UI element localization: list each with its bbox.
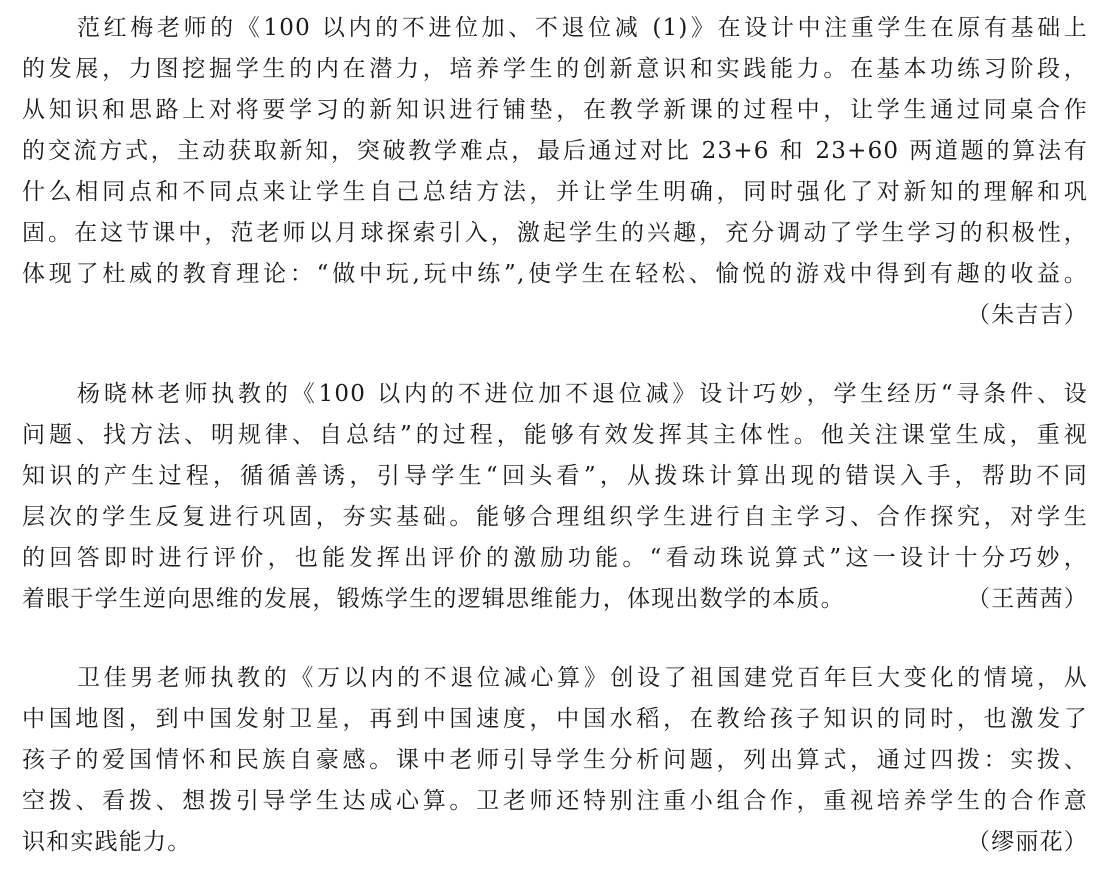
paragraph-last-line xyxy=(22,822,1088,863)
paragraph-line: 中国地图，到中国发射卫星，再到中国速度，中国水稻，在教给孩子知识的同时，也激发了 xyxy=(22,706,1088,732)
author-signature: （朱吉吉） xyxy=(967,302,1088,328)
author-signature: （王茜茜） xyxy=(967,586,1088,612)
paragraph-line: 卫佳男老师执教的《万以内的不退位减心算》创设了祖国建党百年巨大变化的情境，从 xyxy=(77,665,1088,691)
comment-wang-xixi xyxy=(22,374,1088,620)
author-signature: （缪丽花） xyxy=(967,829,1088,855)
paragraph-line: 知识的产生过程，循循善诱，引导学生“回头看”，从拨珠计算出现的错误入手，帮助不同 xyxy=(22,463,1088,489)
comment-miao-lihua xyxy=(22,658,1088,863)
paragraph-line: 什么相同点和不同点来让学生自己总结方法，并让学生明确，同时强化了对新知的理解和巩 xyxy=(22,179,1088,205)
paragraph-line: 层次的学生反复进行巩固，夯实基础。能够合理组织学生进行自主学习、合作探究，对学生 xyxy=(22,504,1088,530)
paragraph-line: 固。在这节课中，范老师以月球探索引入，激起学生的兴趣，充分调动了学生学习的积极性， xyxy=(22,220,1088,246)
paragraph-line: 着眼于学生逆向思维的发展，锻炼学生的逻辑思维能力，体现出数学的本质。 xyxy=(22,586,845,612)
paragraph-line: 的交流方式，主动获取新知，突破教学难点，最后通过对比 23+6 和 23+60 两道题的算法有 xyxy=(22,138,1088,164)
paragraph-line: 空拨、看拨、想拨引导学生达成心算。卫老师还特别注重小组合作，重视培养学生的合作意 xyxy=(22,788,1088,814)
document-page xyxy=(22,8,1088,863)
paragraph-line: 孩子的爱国情怀和民族自豪感。课中老师引导学生分析问题，列出算式，通过四拨：实拨、 xyxy=(22,747,1088,773)
paragraph-line: 的发展，力图挖掘学生的内在潜力，培养学生的创新意识和实践能力。在基本功练习阶段， xyxy=(22,56,1088,82)
paragraph-line: 从知识和思路上对将要学习的新知识进行铺垫，在教学新课的过程中，让学生通过同桌合作 xyxy=(22,97,1088,123)
paragraph-line: 问题、找方法、明规律、自总结”的过程，能够有效发挥其主体性。他关注课堂生成，重视 xyxy=(22,422,1088,448)
paragraph-line: 的回答即时进行评价，也能发挥出评价的激励功能。“看动珠说算式”这一设计十分巧妙， xyxy=(22,545,1088,571)
paragraph-line: 体现了杜威的教育理论：“做中玩,玩中练”,使学生在轻松、愉悦的游戏中得到有趣的收益。 xyxy=(22,261,1088,287)
paragraph-last-line xyxy=(22,579,1088,620)
paragraph-line: 识和实践能力。 xyxy=(22,829,192,855)
paragraph-line: 范红梅老师的《100 以内的不进位加、不退位减 (1)》在设计中注重学生在原有基础上 xyxy=(77,15,1088,41)
comment-zhu-jiji xyxy=(22,8,1088,336)
paragraph-line: 杨晓林老师执教的《100 以内的不进位加不退位减》设计巧妙，学生经历“寻条件、设 xyxy=(77,381,1088,407)
